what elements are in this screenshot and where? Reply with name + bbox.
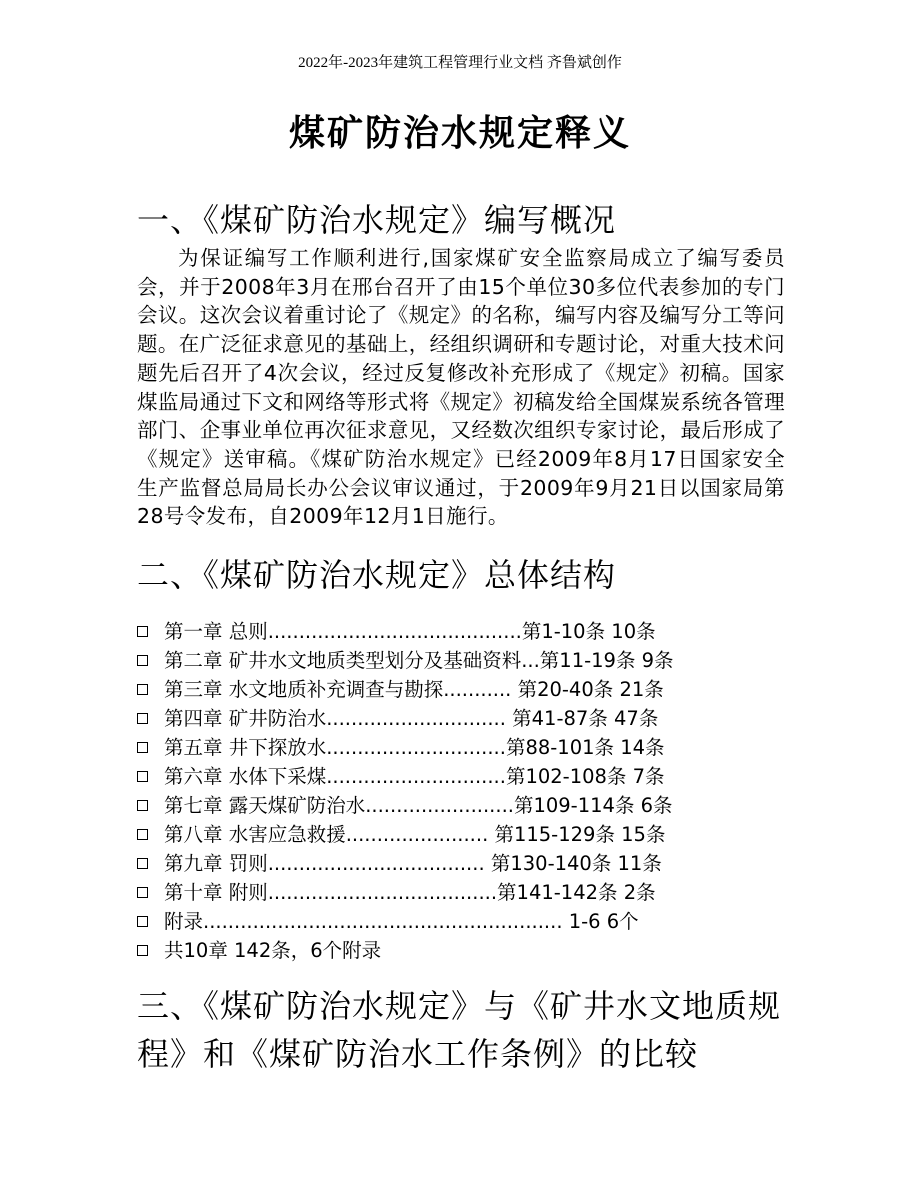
list-item-text: 第十章 附则.....................................第141-142条 2条 <box>164 881 656 904</box>
checkbox-bullet-icon <box>137 945 148 956</box>
list-item <box>135 907 755 936</box>
chapter-list <box>135 617 755 965</box>
list-item <box>135 617 755 646</box>
checkbox-bullet-icon <box>137 684 148 695</box>
checkbox-bullet-icon <box>137 829 148 840</box>
list-item-text: 第二章 矿井水文地质类型划分及基础资料...第11-19条 9条 <box>164 649 674 672</box>
checkbox-bullet-icon <box>137 626 148 637</box>
list-item <box>135 849 755 878</box>
checkbox-bullet-icon <box>137 800 148 811</box>
list-item <box>135 936 755 965</box>
list-item <box>135 820 755 849</box>
section-heading-1: 一、《煤矿防治水规定》编写概况 <box>137 201 617 239</box>
checkbox-bullet-icon <box>137 655 148 666</box>
list-item-text: 第六章 水体下采煤.............................第102-108条 7条 <box>164 765 665 788</box>
list-item <box>135 762 755 791</box>
list-item-text: 第九章 罚则................................... 第130-140条 11条 <box>164 852 662 875</box>
list-item-text: 共10章 142条，6个附录 <box>164 939 382 962</box>
document-title: 煤矿防治水规定释义 <box>288 113 631 154</box>
overview-paragraph: 为保证编写工作顺利进行,国家煤矿安全监察局成立了编写委员会，并于2008年3月在邢台召开了由15个单位30多位代表参加的专门会议。这次会议着重讨论了《规定》的名称，编写内容及编写分工等问题。在广泛征求意见的基础上，经组织调研和专题讨论，对重大技术问题先后召开了4次会议，经过反复修改补充形成了《规定》初稿。国家煤监局通过下文和网络等形式将《规定》初稿发给全国煤炭系统各管理部门、企事业单位再次征求意见，又经数次组织专家讨论，最后形成了《规定》送审稿。《煤矿防治水规定》已经2009年8月17日国家安全生产监督总局局长办公会议审议通过，于2009年9月21日以国家局第28号令发布，自2009年12月1日施行。 <box>137 246 785 529</box>
checkbox-bullet-icon <box>137 887 148 898</box>
list-item-text: 第七章 露天煤矿防治水........................第109-114条 6条 <box>164 794 673 817</box>
section-heading-2: 二、《煤矿防治水规定》总体结构 <box>137 556 617 594</box>
list-item <box>135 704 755 733</box>
list-item <box>135 646 755 675</box>
list-item-text: 第五章 井下探放水.............................第88-101条 14条 <box>164 736 665 759</box>
list-item-text: 第三章 水文地质补充调查与勘探........... 第20-40条 21条 <box>164 678 664 701</box>
list-item-text: 第一章 总则.........................................第1-10条 10条 <box>164 620 656 643</box>
checkbox-bullet-icon <box>137 916 148 927</box>
checkbox-bullet-icon <box>137 713 148 724</box>
list-item <box>135 675 755 704</box>
checkbox-bullet-icon <box>137 742 148 753</box>
list-item-text: 第四章 矿井防治水............................. 第41-87条 47条 <box>164 707 659 730</box>
list-item-text: 附录.......................................................... 1-6 6个 <box>164 910 639 933</box>
list-item <box>135 733 755 762</box>
checkbox-bullet-icon <box>137 771 148 782</box>
checkbox-bullet-icon <box>137 858 148 869</box>
list-item <box>135 878 755 907</box>
list-item <box>135 791 755 820</box>
section-heading-3: 三、《煤矿防治水规定》与《矿井水文地质规程》和《煤矿防治水工作条例》的比较 <box>137 987 782 1073</box>
page-header: 2022年-2023年建筑工程管理行业文档 齐鲁斌创作 <box>298 55 622 71</box>
list-item-text: 第八章 水害应急救援....................... 第115-129条 15条 <box>164 823 666 846</box>
